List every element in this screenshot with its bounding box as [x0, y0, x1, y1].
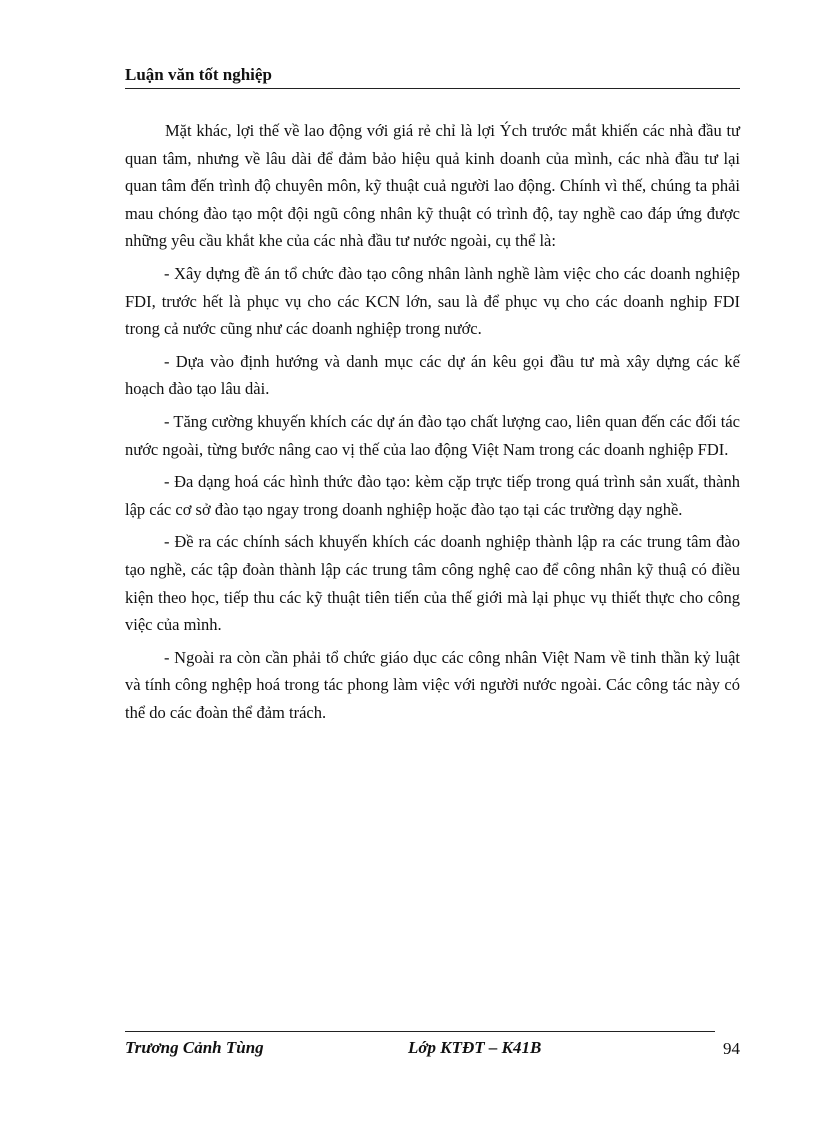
- paragraph: Mặt khác, lợi thế về lao động với giá rẻ chỉ là lợi Ých trước mắt khiến các nhà đầu tư quan tâm, nhưng về lâu dài để đảm bảo hiệu quả kinh doanh của mình, các nhà đầu tư lại quan tâm đến trình độ chuyên môn, kỹ thuật cuả người lao động. Chính vì thế, chúng ta phải mau chóng đào tạo một đội ngũ công nhân kỹ thuật có trình độ, tay nghề cao đáp ứng được những yêu cầu khắt khe của các nhà đầu tư nước ngoài, cụ thể là:: [125, 121, 740, 251]
- page-number: 94: [723, 1039, 740, 1058]
- paragraph: - Ngoài ra còn cần phải tổ chức giáo dục các công nhân Việt Nam về tinh thần kỷ luật và tính công nghệp hoá trong tác phong làm việc với người nước ngoài. Các công tác này có thể do các đoàn thể đảm trách.: [125, 647, 740, 722]
- paragraph: - Dựa vào định hướng và danh mục các dự án kêu gọi đầu tư mà xây dựng các kế hoạch đào tạo lâu dài.: [125, 351, 740, 399]
- footer-class: Lớp KTĐT – K41B: [408, 1038, 542, 1057]
- header-title: Luận văn tốt nghiệp: [125, 65, 272, 84]
- page-header: [125, 64, 740, 89]
- paragraph: - Đa dạng hoá các hình thức đào tạo: kèm cặp trực tiếp trong quá trình sản xuất, thành lập các cơ sở đào tạo ngay trong doanh nghiệp hoặc đào tạo tại các trường dạy nghề.: [125, 472, 740, 519]
- body-text: [125, 117, 740, 731]
- paragraph: - Xây dựng đề án tổ chức đào tạo công nhân lành nghề làm việc cho các doanh nghiệp FDI, trước hết là phục vụ cho các KCN lớn, sau là để phục vụ cho các doanh nghip FDI trong cả nước cũng như các doanh nghiệp trong nước.: [125, 263, 740, 339]
- footer-author: Trương Cảnh Tùng: [125, 1038, 264, 1057]
- paragraph: - Đề ra các chính sách khuyến khích các doanh nghiệp thành lập ra các trung tâm đào tạo nghề, các tập đoàn thành lập các trung tâm công nghệ cao để công nhân kỹ thuậ có điều kiện theo học, tiếp thu các kỹ thuật tiên tiến của thế giới mà lại phục vụ thiết thực cho công việc của mình.: [125, 532, 740, 635]
- paragraph: - Tăng cường khuyến khích các dự án đào tạo chất lượng cao, liên quan đến các đối tác nước ngoài, từng bước nâng cao vị thế của lao động Việt Nam trong các doanh nghiệp FDI.: [125, 411, 740, 459]
- footer-divider: [125, 1031, 715, 1032]
- page-footer: [125, 1038, 740, 1064]
